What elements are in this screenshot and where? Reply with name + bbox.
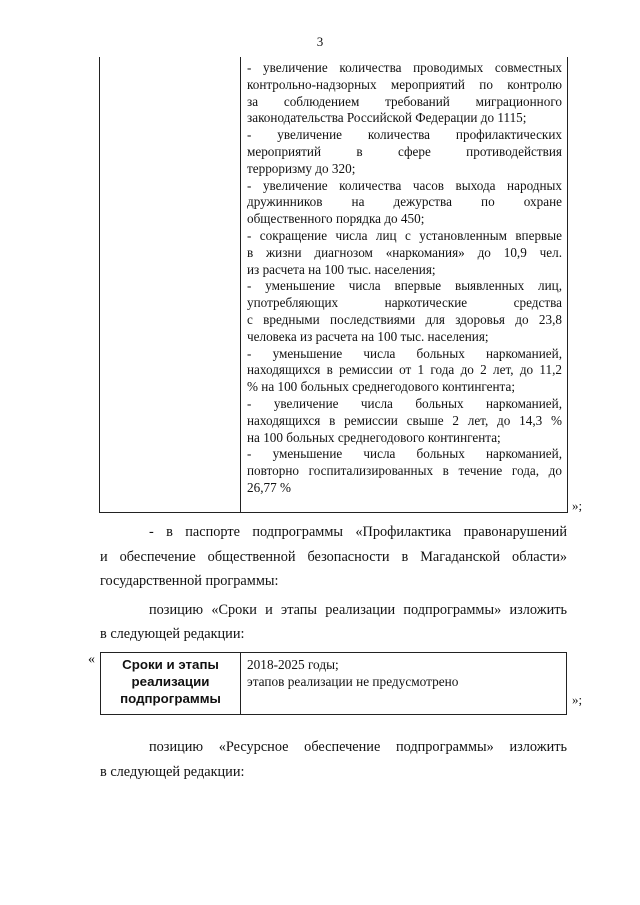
closing-quote: »; bbox=[572, 498, 583, 513]
table-column-divider bbox=[240, 57, 241, 512]
label-line: Сроки и этапы bbox=[122, 657, 219, 672]
opening-quote: « bbox=[88, 652, 95, 667]
paragraph-line: в следующей редакции: bbox=[100, 764, 245, 780]
value-line: этапов реализации не предусмотрено bbox=[247, 674, 459, 689]
indicator-line: - увеличение числа больных наркоманией, bbox=[247, 395, 562, 411]
value-line: 2018-2025 годы; bbox=[247, 657, 339, 672]
terms-value bbox=[247, 656, 458, 690]
indicator-line: с вредными последствиями для здоровья до 23,8 bbox=[247, 311, 562, 327]
indicator-line: - увеличение количества профилактических bbox=[247, 127, 562, 143]
indicator-line: повторно госпитализированных в течение года, до bbox=[247, 463, 562, 479]
indicator-line: общественного порядка до 450; bbox=[247, 211, 425, 227]
indicator-line: - увеличение количества часов выхода народных bbox=[247, 177, 562, 193]
label-line: реализации bbox=[131, 674, 210, 689]
indicator-line: употребляющих наркотические средства bbox=[247, 295, 562, 311]
indicator-line: - увеличение количества проводимых совместных bbox=[247, 60, 562, 75]
indicator-line: в жизни диагнозом «наркомания» до 10,9 чел. bbox=[247, 244, 562, 260]
paragraph-line: государственной программы: bbox=[100, 573, 279, 589]
paragraph-line: в следующей редакции: bbox=[100, 626, 245, 642]
indicator-line: законодательства Российской Федерации до 1115; bbox=[247, 110, 527, 126]
indicator-line: из расчета на 100 тыс. населения; bbox=[247, 261, 436, 277]
indicator-line: контрольно-надзорных мероприятий по контролю bbox=[247, 76, 562, 92]
indicator-line: % на 100 больных среднегодового контингента; bbox=[247, 379, 515, 395]
table-column-divider bbox=[240, 653, 241, 714]
indicator-line: человека из расчета на 100 тыс. населения; bbox=[247, 328, 489, 344]
subprogram-terms-table bbox=[100, 652, 567, 715]
indicator-line: дружинников на дежурства по охране bbox=[247, 194, 562, 210]
terms-label bbox=[101, 656, 240, 707]
indicator-line: находящихся в ремиссии от 1 года до 2 лет, до 11,2 bbox=[247, 362, 562, 378]
indicator-line: за соблюдением требований миграционного bbox=[247, 93, 562, 109]
indicator-line: мероприятий в сфере противодействия bbox=[247, 143, 562, 159]
closing-quote: »; bbox=[572, 692, 583, 707]
paragraph-line: и обеспечение общественной безопасности в Магаданской области» bbox=[100, 549, 567, 565]
indicator-line: - уменьшение числа больных наркоманией, bbox=[247, 446, 562, 462]
label-line: подпрограммы bbox=[120, 691, 221, 706]
indicator-line: - уменьшение числа впервые выявленных лиц, bbox=[247, 278, 562, 294]
indicator-line: 26,77 % bbox=[247, 479, 291, 495]
indicator-line: на 100 больных среднегодового контингента; bbox=[247, 429, 501, 445]
indicators-cell bbox=[247, 60, 562, 497]
indicator-line: - уменьшение числа больных наркоманией, bbox=[247, 345, 562, 361]
page-number: 3 bbox=[316, 34, 324, 49]
paragraph-line: позицию «Сроки и этапы реализации подпрограммы» изложить bbox=[149, 602, 567, 618]
indicators-table bbox=[99, 57, 568, 513]
paragraph-line: позицию «Ресурсное обеспечение подпрограммы» изложить bbox=[149, 739, 567, 755]
indicator-line: терроризму до 320; bbox=[247, 160, 356, 176]
paragraph-line: - в паспорте подпрограммы «Профилактика правонарушений bbox=[149, 524, 567, 540]
indicator-line: - сокращение числа лиц с установленным впервые bbox=[247, 227, 562, 243]
indicator-line: находящихся в ремиссии свыше 2 лет, до 14,3 % bbox=[247, 412, 562, 428]
